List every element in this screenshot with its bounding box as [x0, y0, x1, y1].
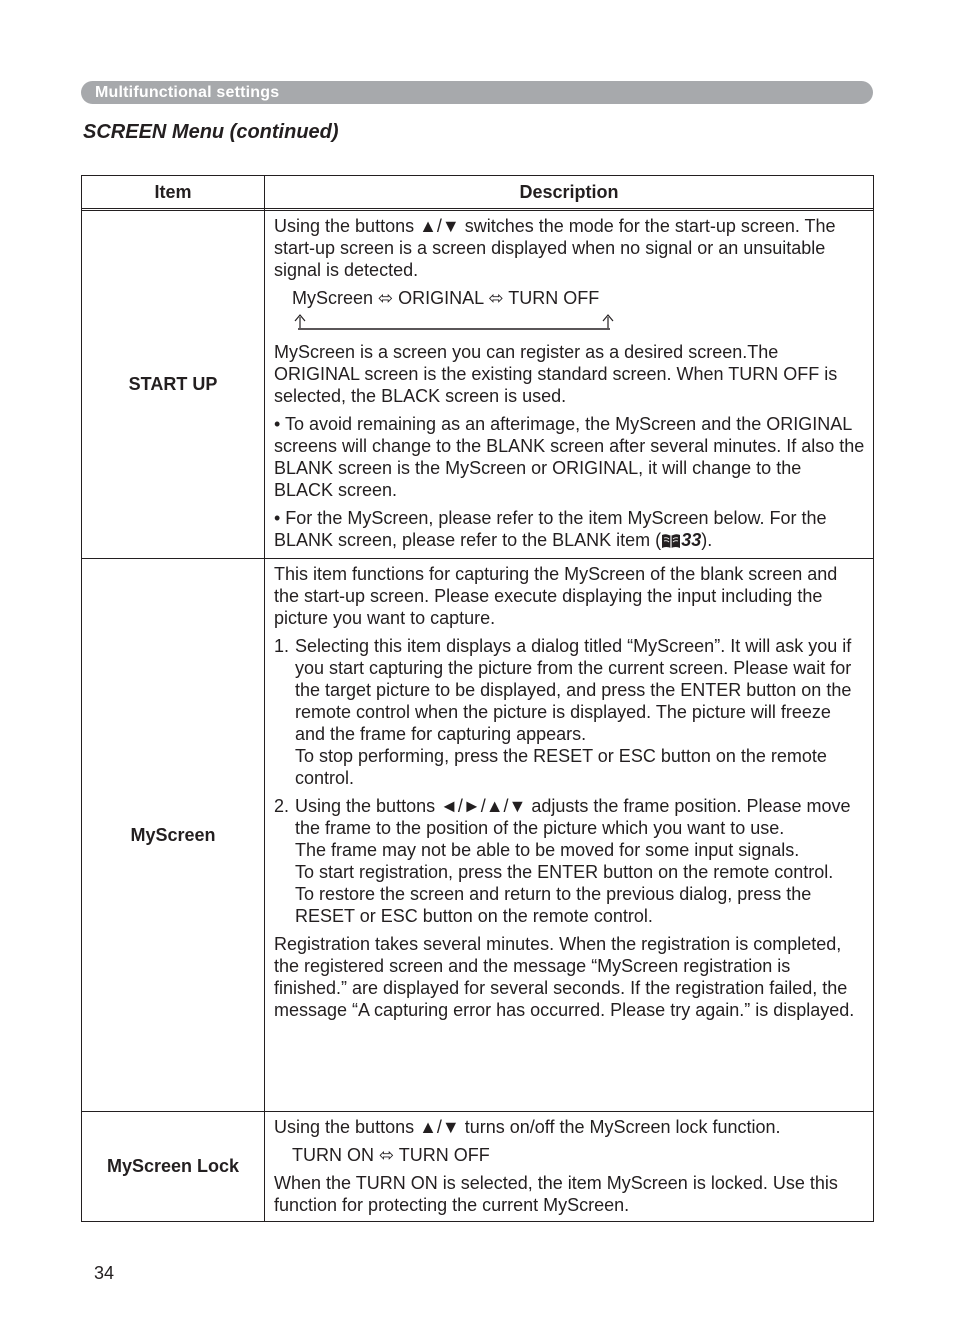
item-start-up: START UP	[82, 211, 265, 559]
myscreen-step-1	[274, 635, 865, 789]
start-up-explanation: MyScreen is a screen you can register as a desired screen.The ORIGINAL screen is the existing standard screen. When TURN OFF is selected, the BLACK screen is used.	[274, 342, 838, 406]
description-start-up	[265, 211, 874, 559]
settings-table	[81, 175, 874, 1222]
myscreen-registration-note: Registration takes several minutes. When the registration is completed, the registered screen and the message “MyScreen registration is finished.” are displayed for several seconds. If the registration failed, the message “A capturing error has occurred. Please try again.” is displayed.	[274, 934, 855, 1020]
myscreen-steps	[274, 635, 865, 927]
page-title: SCREEN Menu (continued)	[83, 121, 339, 143]
step-text: To restore the screen and return to the previous dialog, press the RESET or ESC button on the remote control.	[295, 884, 812, 926]
myscreen-lock-cycle: TURN ON ⬄ TURN OFF	[292, 1145, 490, 1165]
section-header-bar	[81, 81, 873, 104]
table-row-myscreen	[82, 559, 874, 1112]
table-row-myscreen-lock	[82, 1112, 874, 1222]
description-myscreen-lock	[265, 1112, 874, 1222]
step-number: 2.	[274, 796, 290, 816]
section-header-label: Multifunctional settings	[95, 84, 280, 101]
table-row-start-up	[82, 211, 874, 559]
item-myscreen: MyScreen	[82, 559, 265, 1112]
step-text: Selecting this item displays a dialog titled “MyScreen”. It will ask you if you start capturing the picture from the current screen. Please wait for the target picture to be displayed, and press the ENTER button on the remote control when the picture is displayed. The picture will freeze and the frame for capturing appears.	[295, 636, 852, 744]
item-myscreen-lock: MyScreen Lock	[82, 1112, 265, 1222]
myscreen-intro: This item functions for capturing the MyScreen of the blank screen and the start-up screen. Please execute displaying the input including the picture you want to capture.	[274, 564, 838, 628]
myscreen-step-2	[274, 795, 865, 927]
step-number: 1.	[274, 636, 290, 656]
myscreen-lock-explanation: When the TURN ON is selected, the item MyScreen is locked. Use this function for protecting the current MyScreen.	[274, 1173, 838, 1215]
reference-note-close: ).	[701, 530, 713, 550]
start-up-intro: Using the buttons ▲/▼ switches the mode for the start-up screen. The start-up screen is a screen displayed when no signal or an unsuitable signal is detected.	[274, 216, 836, 280]
step-text: To stop performing, press the RESET or ESC button on the remote control.	[295, 746, 827, 788]
page-number: 34	[94, 1263, 115, 1283]
step-text: Using the buttons ◄/►/▲/▼ adjusts the frame position. Please move the frame to the position of the picture which you want to use.	[295, 796, 851, 838]
column-header-description: Description	[265, 176, 874, 209]
start-up-afterimage-note: • To avoid remaining as an afterimage, the MyScreen and the ORIGINAL screens will change to the BLANK screen after several minutes. If also the BLANK screen is the MyScreen or ORIGINAL, it will change to the BLACK screen.	[274, 414, 865, 500]
description-myscreen	[265, 559, 874, 1112]
page-reference[interactable]: 33	[681, 530, 702, 550]
step-text: The frame may not be able to be moved for some input signals.	[295, 840, 800, 860]
myscreen-lock-intro: Using the buttons ▲/▼ turns on/off the MyScreen lock function.	[274, 1117, 781, 1137]
step-text: To start registration, press the ENTER button on the remote control.	[295, 862, 834, 882]
reference-note-text: • For the MyScreen, please refer to the item MyScreen below. For the BLANK screen, please refer to the BLANK item (	[274, 508, 827, 550]
table-header-row	[82, 176, 874, 209]
book-icon	[661, 532, 681, 554]
start-up-reference-note	[274, 507, 865, 554]
return-arrow-icon	[274, 313, 865, 335]
column-header-item: Item	[82, 176, 265, 209]
start-up-cycle: MyScreen ⬄ ORIGINAL ⬄ TURN OFF	[292, 288, 600, 308]
